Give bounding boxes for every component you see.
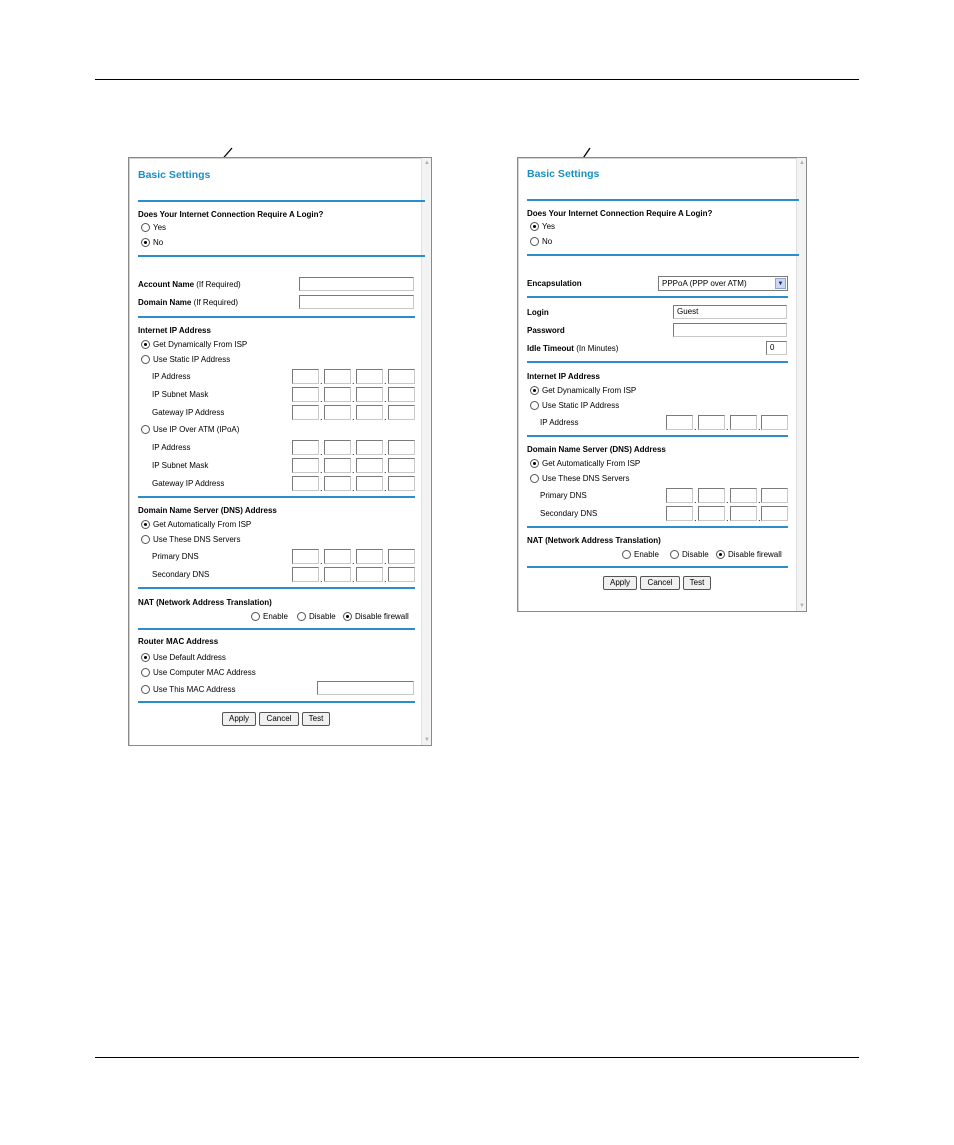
dns-heading: Domain Name Server (DNS) Address [138, 506, 277, 515]
radio-icon[interactable] [141, 535, 150, 544]
radio-icon[interactable] [530, 222, 539, 231]
radio-nat-enable[interactable]: Enable [622, 550, 659, 559]
login-question: Does Your Internet Connection Require A Login? [138, 210, 324, 219]
ipoa-gw-octet-2[interactable] [324, 476, 351, 491]
divider [527, 361, 788, 363]
gw-octet-1[interactable] [292, 405, 319, 420]
radio-dns-auto[interactable]: Get Automatically From ISP [141, 520, 251, 529]
radio-ip-static[interactable]: Use Static IP Address [141, 355, 230, 364]
radio-icon[interactable] [622, 550, 631, 559]
sdns-octet-3[interactable] [356, 567, 383, 582]
scroll-up-icon[interactable]: ▲ [799, 160, 805, 166]
test-button[interactable]: Test [683, 576, 711, 590]
left-scrollbar[interactable] [421, 158, 431, 745]
password-input[interactable] [673, 323, 787, 337]
radio-icon[interactable] [141, 340, 150, 349]
radio-dns-auto[interactable]: Get Automatically From ISP [530, 459, 640, 468]
gw-octet-2[interactable] [324, 405, 351, 420]
sdns-octet-2[interactable] [324, 567, 351, 582]
ipoa-ip-octet-2[interactable] [324, 440, 351, 455]
pdns-octet-4[interactable] [388, 549, 415, 564]
page-title: Basic Settings [138, 169, 211, 181]
sdns-octet-2[interactable] [698, 506, 725, 521]
idle-timeout-label: Idle Timeout (In Minutes) [527, 344, 619, 353]
sdns-octet-4[interactable] [761, 506, 788, 521]
radio-ip-dynamic[interactable]: Get Dynamically From ISP [141, 340, 247, 349]
divider [138, 701, 415, 703]
ipoa-mask-octet-2[interactable] [324, 458, 351, 473]
ip-octet-4[interactable] [761, 415, 788, 430]
divider [527, 435, 788, 437]
gateway-ip-label: Gateway IP Address [152, 408, 225, 417]
divider [138, 628, 415, 630]
radio-icon[interactable] [141, 238, 150, 247]
cancel-button[interactable]: Cancel [259, 712, 299, 726]
nat-heading: NAT (Network Address Translation) [527, 536, 661, 545]
login-label: Login [527, 308, 549, 317]
radio-mac-computer[interactable]: Use Computer MAC Address [141, 668, 256, 677]
ip-octet-3[interactable] [730, 415, 757, 430]
pdns-octet-1[interactable] [292, 549, 319, 564]
right-scrollbar[interactable] [796, 158, 806, 611]
ip-address-label: IP Address [540, 418, 579, 427]
gw-octet-4[interactable] [388, 405, 415, 420]
login-question: Does Your Internet Connection Require A Login? [527, 209, 713, 218]
sdns-octet-3[interactable] [730, 506, 757, 521]
ipoa-ip-octet-1[interactable] [292, 440, 319, 455]
radio-icon[interactable] [297, 612, 306, 621]
ip-octet-2[interactable] [698, 415, 725, 430]
mac-heading: Router MAC Address [138, 637, 219, 646]
secondary-dns-label: Secondary DNS [152, 570, 210, 579]
radio-login-yes[interactable]: Yes [141, 223, 166, 232]
radio-nat-disable[interactable]: Disable [670, 550, 709, 559]
account-name-label: Account Name (If Required) [138, 280, 241, 289]
pdns-octet-1[interactable] [666, 488, 693, 503]
mask-octet-1[interactable] [292, 387, 319, 402]
pdns-octet-4[interactable] [761, 488, 788, 503]
radio-login-no[interactable]: No [141, 238, 163, 247]
radio-ip-dynamic[interactable]: Get Dynamically From ISP [530, 386, 636, 395]
radio-mac-this[interactable]: Use This MAC Address [141, 685, 236, 694]
radio-icon[interactable] [530, 401, 539, 410]
mask-octet-3[interactable] [356, 387, 383, 402]
divider [138, 316, 415, 318]
radio-nat-disable-firewall[interactable]: Disable firewall [343, 612, 409, 621]
mask-octet-2[interactable] [324, 387, 351, 402]
encapsulation-select[interactable]: PPPoA (PPP over ATM) ▼ [658, 276, 788, 291]
pdns-octet-3[interactable] [356, 549, 383, 564]
ipoa-gw-octet-4[interactable] [388, 476, 415, 491]
internet-ip-heading: Internet IP Address [138, 326, 211, 335]
scroll-up-icon[interactable]: ▲ [424, 160, 430, 166]
ipoa-mask-octet-4[interactable] [388, 458, 415, 473]
secondary-dns-label: Secondary DNS [540, 509, 598, 518]
domain-name-input[interactable] [299, 295, 414, 309]
sdns-octet-4[interactable] [388, 567, 415, 582]
encapsulation-label: Encapsulation [527, 279, 582, 288]
pdns-octet-2[interactable] [324, 549, 351, 564]
radio-icon[interactable] [141, 685, 150, 694]
dns-heading: Domain Name Server (DNS) Address [527, 445, 666, 454]
radio-ip-static[interactable]: Use Static IP Address [530, 401, 619, 410]
radio-dns-these[interactable]: Use These DNS Servers [141, 535, 240, 544]
left-settings-panel: ▲ ▼ Basic Settings Does Your Internet Connection Require A Login? Yes No Account Name (If Required) Domain Name (If Required) Internet IP Address Get Dynamically From ISP Use Static IP Address IP Address . . . IP Subnet Mask . . . Gateway IP Address . . . Use IP Over ATM (IPoA) IP Address . . . IP Subnet Mask . . . Gateway IP Address . . . Domain Name Server (DNS) Address Get Automatically From ISP Use These DNS Servers Primary DNS . . . Secondary DNS . . . NAT (Network Address Translation) Enable Disable Disable firewall Router MAC Address Use Default Address Use Computer MAC Address Use This MAC Address Apply Cancel Test [128, 157, 432, 746]
divider [138, 587, 415, 589]
divider [527, 254, 799, 256]
divider [138, 496, 415, 498]
ipoa-subnet-label: IP Subnet Mask [152, 461, 209, 470]
sdns-octet-1[interactable] [292, 567, 319, 582]
divider [527, 199, 799, 201]
subnet-mask-label: IP Subnet Mask [152, 390, 209, 399]
radio-nat-disable[interactable]: Disable [297, 612, 336, 621]
radio-icon[interactable] [530, 237, 539, 246]
ip-octet-1[interactable] [292, 369, 319, 384]
radio-mac-default[interactable]: Use Default Address [141, 653, 226, 662]
pdns-octet-3[interactable] [730, 488, 757, 503]
ip-address-label: IP Address [152, 372, 191, 381]
radio-icon[interactable] [530, 474, 539, 483]
radio-icon[interactable] [530, 459, 539, 468]
radio-icon[interactable] [141, 355, 150, 364]
right-settings-panel: ▲ ▼ Basic Settings Does Your Internet Connection Require A Login? Yes No Encapsulation PPPoA (PPP over ATM) ▼ Login Guest Password Idle Timeout (In Minutes) 0 Internet IP Address Get Dynamically From ISP Use Static IP Address IP Address . . . Domain Name Server (DNS) Address Get Automatically From ISP Use These DNS Servers Primary DNS . . . Secondary DNS . . . NAT (Network Address Translation) Enable Disable Disable firewall Apply Cancel Test [517, 157, 807, 612]
divider [138, 255, 425, 257]
gw-octet-3[interactable] [356, 405, 383, 420]
radio-login-yes[interactable]: Yes [530, 222, 555, 231]
divider [527, 566, 788, 568]
ipoa-ip-octet-3[interactable] [356, 440, 383, 455]
chevron-down-icon[interactable]: ▼ [775, 278, 786, 289]
radio-ipoa[interactable]: Use IP Over ATM (IPoA) [141, 425, 239, 434]
radio-icon[interactable] [141, 425, 150, 434]
ip-octet-2[interactable] [324, 369, 351, 384]
account-name-input[interactable] [299, 277, 414, 291]
radio-nat-disable-firewall[interactable]: Disable firewall [716, 550, 782, 559]
ipoa-gw-octet-3[interactable] [356, 476, 383, 491]
apply-button[interactable]: Apply [603, 576, 637, 590]
radio-icon[interactable] [141, 653, 150, 662]
primary-dns-label: Primary DNS [540, 491, 587, 500]
divider [527, 296, 788, 298]
cancel-button[interactable]: Cancel [640, 576, 680, 590]
ipoa-gateway-label: Gateway IP Address [152, 479, 225, 488]
mask-octet-4[interactable] [388, 387, 415, 402]
pdns-octet-2[interactable] [698, 488, 725, 503]
radio-icon[interactable] [141, 223, 150, 232]
idle-timeout-input[interactable]: 0 [766, 341, 787, 355]
radio-icon[interactable] [343, 612, 352, 621]
radio-icon[interactable] [251, 612, 260, 621]
radio-icon[interactable] [716, 550, 725, 559]
domain-name-label: Domain Name (If Required) [138, 298, 239, 307]
radio-icon[interactable] [141, 668, 150, 677]
ipoa-mask-octet-3[interactable] [356, 458, 383, 473]
nat-heading: NAT (Network Address Translation) [138, 598, 272, 607]
scroll-down-icon[interactable]: ▼ [424, 737, 430, 743]
login-input[interactable]: Guest [673, 305, 787, 319]
radio-dns-these[interactable]: Use These DNS Servers [530, 474, 629, 483]
divider [138, 200, 425, 202]
ipoa-mask-octet-1[interactable] [292, 458, 319, 473]
ipoa-gw-octet-1[interactable] [292, 476, 319, 491]
apply-button[interactable]: Apply [222, 712, 256, 726]
radio-icon[interactable] [670, 550, 679, 559]
ipoa-ip-address-label: IP Address [152, 443, 191, 452]
radio-icon[interactable] [530, 386, 539, 395]
divider [527, 526, 788, 528]
ip-octet-4[interactable] [388, 369, 415, 384]
scroll-down-icon[interactable]: ▼ [799, 603, 805, 609]
primary-dns-label: Primary DNS [152, 552, 199, 561]
password-label: Password [527, 326, 565, 335]
radio-nat-enable[interactable]: Enable [251, 612, 288, 621]
mac-address-input[interactable] [317, 681, 414, 695]
test-button[interactable]: Test [302, 712, 330, 726]
ip-octet-3[interactable] [356, 369, 383, 384]
ip-octet-1[interactable] [666, 415, 693, 430]
ipoa-ip-octet-4[interactable] [388, 440, 415, 455]
radio-login-no[interactable]: No [530, 237, 552, 246]
sdns-octet-1[interactable] [666, 506, 693, 521]
internet-ip-heading: Internet IP Address [527, 372, 600, 381]
page-title: Basic Settings [527, 168, 600, 180]
radio-icon[interactable] [141, 520, 150, 529]
